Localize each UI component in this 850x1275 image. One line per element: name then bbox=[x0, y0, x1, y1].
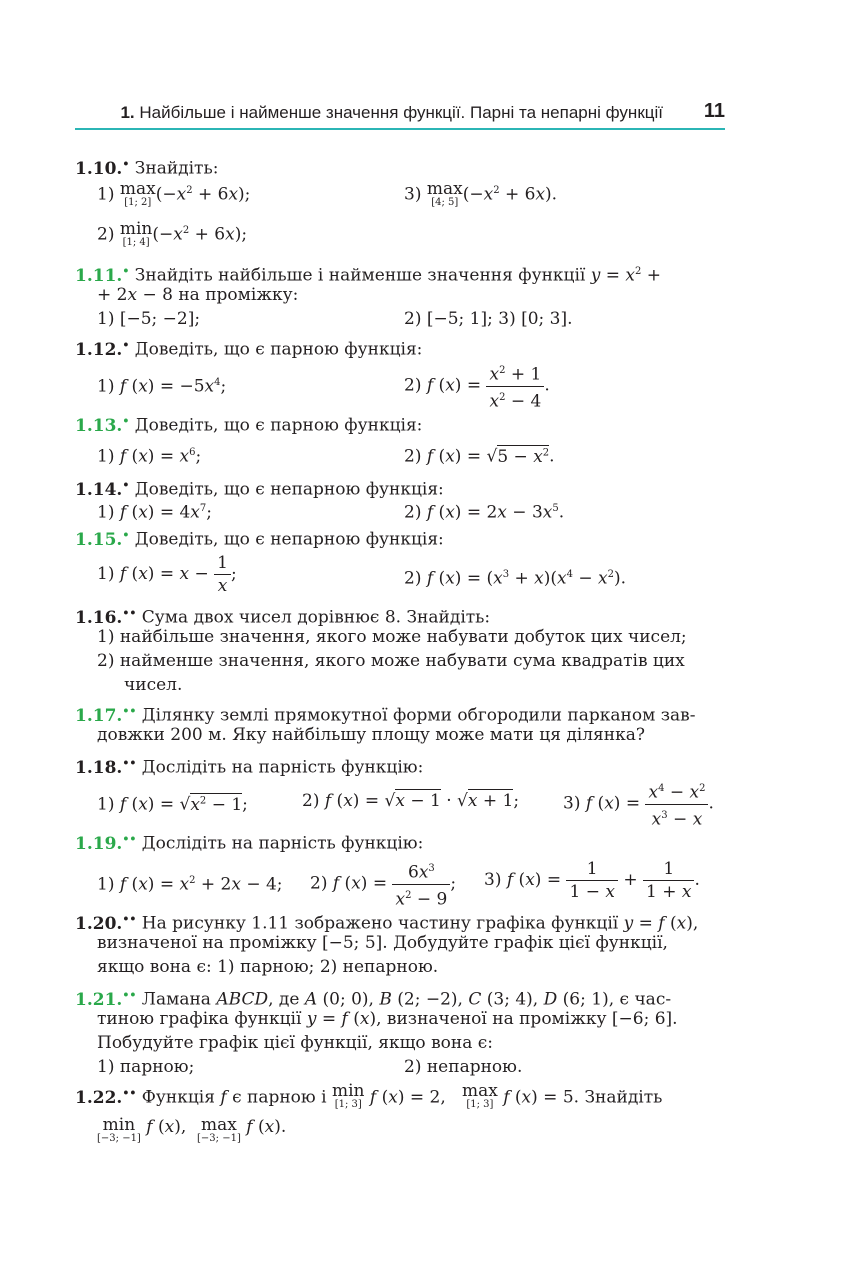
item: 2) непарною. bbox=[404, 1057, 523, 1077]
problem-number: 1.10.• bbox=[75, 157, 130, 179]
item: 1) [−5; −2]; bbox=[97, 309, 201, 329]
item: 2) f $(x) = √5 - x^2$. bbox=[404, 446, 555, 467]
problem-text-cont: Побудуйте графік цієї функції, якщо вона є: bbox=[97, 1033, 493, 1053]
problem-text: Доведіть, що є парною функція: bbox=[134, 415, 423, 436]
problem-text-cont: визначеної на проміжку [−5; 5]. Добудуйте графік цієї функції, bbox=[97, 933, 668, 953]
problem-text: Доведіть, що є непарною функція: bbox=[134, 529, 444, 550]
item: 2) f (x) = $\frac{6x^3}{x^2 - 9}$ ; bbox=[310, 858, 456, 910]
problem-text: Доведіть, що є парною функція: bbox=[134, 339, 423, 360]
problem-1-17 bbox=[75, 700, 695, 727]
item: 1) f $(x) = -5x^4$; bbox=[97, 376, 227, 397]
problem-1-19 bbox=[75, 828, 423, 855]
problem-text-cont: якщо вона є: 1) парною; 2) непарною. bbox=[97, 957, 439, 977]
item: 1) f $(x) = 4x^7$; bbox=[97, 502, 212, 523]
problem-1-14 bbox=[75, 474, 444, 501]
item: 1) f (x) = x − $\frac{1}{x}$ ; bbox=[97, 553, 237, 596]
page-header bbox=[75, 100, 725, 130]
item: 1) f $(x) = √x^2 - 1$; bbox=[97, 794, 248, 815]
problem-1-10 bbox=[75, 153, 218, 180]
item: 1) f $(x) = x^2 + 2x - 4$; bbox=[97, 874, 283, 895]
problem-1-22: 1.22.•• Функція f є парною і min [1; 3] f (x) = 2, max [1; 3] f (x) = 5. Знайдіть bbox=[75, 1081, 663, 1110]
problem-number: 1.13.• bbox=[75, 414, 130, 436]
problem-text: Дослідіть на парність функцію: bbox=[141, 833, 424, 854]
problem-number: 1.22.•• bbox=[75, 1086, 137, 1108]
problem-1-15 bbox=[75, 524, 444, 551]
problem-number: 1.21.•• bbox=[75, 988, 137, 1010]
item: 2) f (x) = √x − 1 · √x + 1; bbox=[302, 791, 520, 811]
problem-1-12 bbox=[75, 334, 422, 361]
problem-text: Функція bbox=[141, 1087, 215, 1108]
problem-text-cont: + 2x − 8 на проміжку: bbox=[97, 285, 299, 305]
section-title: Найбільше і найменше значення функції. Парні та непарні функції bbox=[139, 103, 663, 122]
problem-number: 1.17.•• bbox=[75, 704, 137, 726]
problem-number: 1.11.• bbox=[75, 264, 130, 286]
problem-number: 1.16.•• bbox=[75, 606, 137, 628]
problem-1-16 bbox=[75, 602, 490, 629]
problem-text: Доведіть, що є непарною функція: bbox=[134, 479, 444, 500]
problem-text: Ділянку землі прямокутної форми обгородили парканом зав- bbox=[141, 705, 696, 726]
problem-text: На рисунку 1.11 зображено частину графіка функції bbox=[141, 913, 619, 934]
item: 2) [−5; 1]; 3) [0; 3]. bbox=[404, 309, 573, 329]
problem-1-18 bbox=[75, 752, 423, 779]
problem-number: 1.19.•• bbox=[75, 832, 137, 854]
item: 1) max [1; 2] $(-x^2 + 6x)$; bbox=[97, 179, 251, 208]
problem-number: 1.14.• bbox=[75, 478, 130, 500]
section-number: 1. bbox=[120, 103, 135, 122]
item: 3) f (x) = $\frac{1}{1 - x}$ + $\frac{1}{1 + x}$ . bbox=[484, 859, 700, 902]
item-cont: чисел. bbox=[124, 675, 183, 695]
item: 3) f (x) = $\frac{x^4 - x^2}{x^3 - x}$ . bbox=[563, 778, 714, 830]
item: 1) f $(x) = x^6$; bbox=[97, 446, 202, 467]
problem-number: 1.12.• bbox=[75, 338, 130, 360]
header-title bbox=[120, 103, 663, 123]
problem-number: 1.18.•• bbox=[75, 756, 137, 778]
problem-text: Сума двох чисел дорівнює 8. Знайдіть: bbox=[141, 607, 491, 628]
page-number: 11 bbox=[703, 100, 725, 122]
item: 2) f (x) = $\frac{x^2 + 1}{x^2 - 4}$ . bbox=[404, 360, 550, 412]
item: 2) min [1; 4] $(-x^2 + 6x)$; bbox=[97, 219, 248, 248]
problem-text-cont: довжки 200 м. Яку найбільшу площу може мати ця ділянка? bbox=[97, 725, 645, 745]
item: 3) max [4; 5] $(-x^2 + 6x)$. bbox=[404, 179, 558, 208]
problem-text: Дослідіть на парність функцію: bbox=[141, 757, 424, 778]
item: 2) f $(x) = (x^3 + x)(x^4 - x^2)$. bbox=[404, 568, 627, 589]
problem-number: 1.20.•• bbox=[75, 912, 137, 934]
problem-text: Знайдіть: bbox=[134, 158, 219, 179]
item: 1) парною; bbox=[97, 1057, 195, 1077]
item: 1) найбільше значення, якого може набувати добуток цих чисел; bbox=[97, 627, 687, 647]
problem-text-cont: min [−3; −1] f (x), max [−3; −1] f (x). bbox=[97, 1115, 287, 1144]
problem-1-21: 1.21.•• Ламана ABCD, де A (0; 0), B (2; −2), C (3; 4), D (6; 1), є час- bbox=[75, 988, 672, 1010]
problem-1-20: 1.20.•• На рисунку 1.11 зображено частину графіка функції y = f (x), bbox=[75, 912, 699, 934]
item: 2) найменше значення, якого може набувати сума квадратів цих bbox=[97, 651, 685, 671]
problem-text-cont: тиною графіка функції y = f (x), визначеної на проміжку [−6; 6]. bbox=[97, 1009, 678, 1029]
problem-1-11: 1.11.• Знайдіть найбільше і найменше значення функції $y = x^2$ + bbox=[75, 264, 662, 286]
problem-text: Знайдіть найбільше і найменше значення функції bbox=[134, 265, 586, 286]
problem-text: Ламана bbox=[141, 989, 211, 1010]
problem-number: 1.15.• bbox=[75, 528, 130, 550]
item: 2) f $(x) = 2x - 3x^5$. bbox=[404, 502, 565, 523]
problem-1-13 bbox=[75, 410, 422, 437]
